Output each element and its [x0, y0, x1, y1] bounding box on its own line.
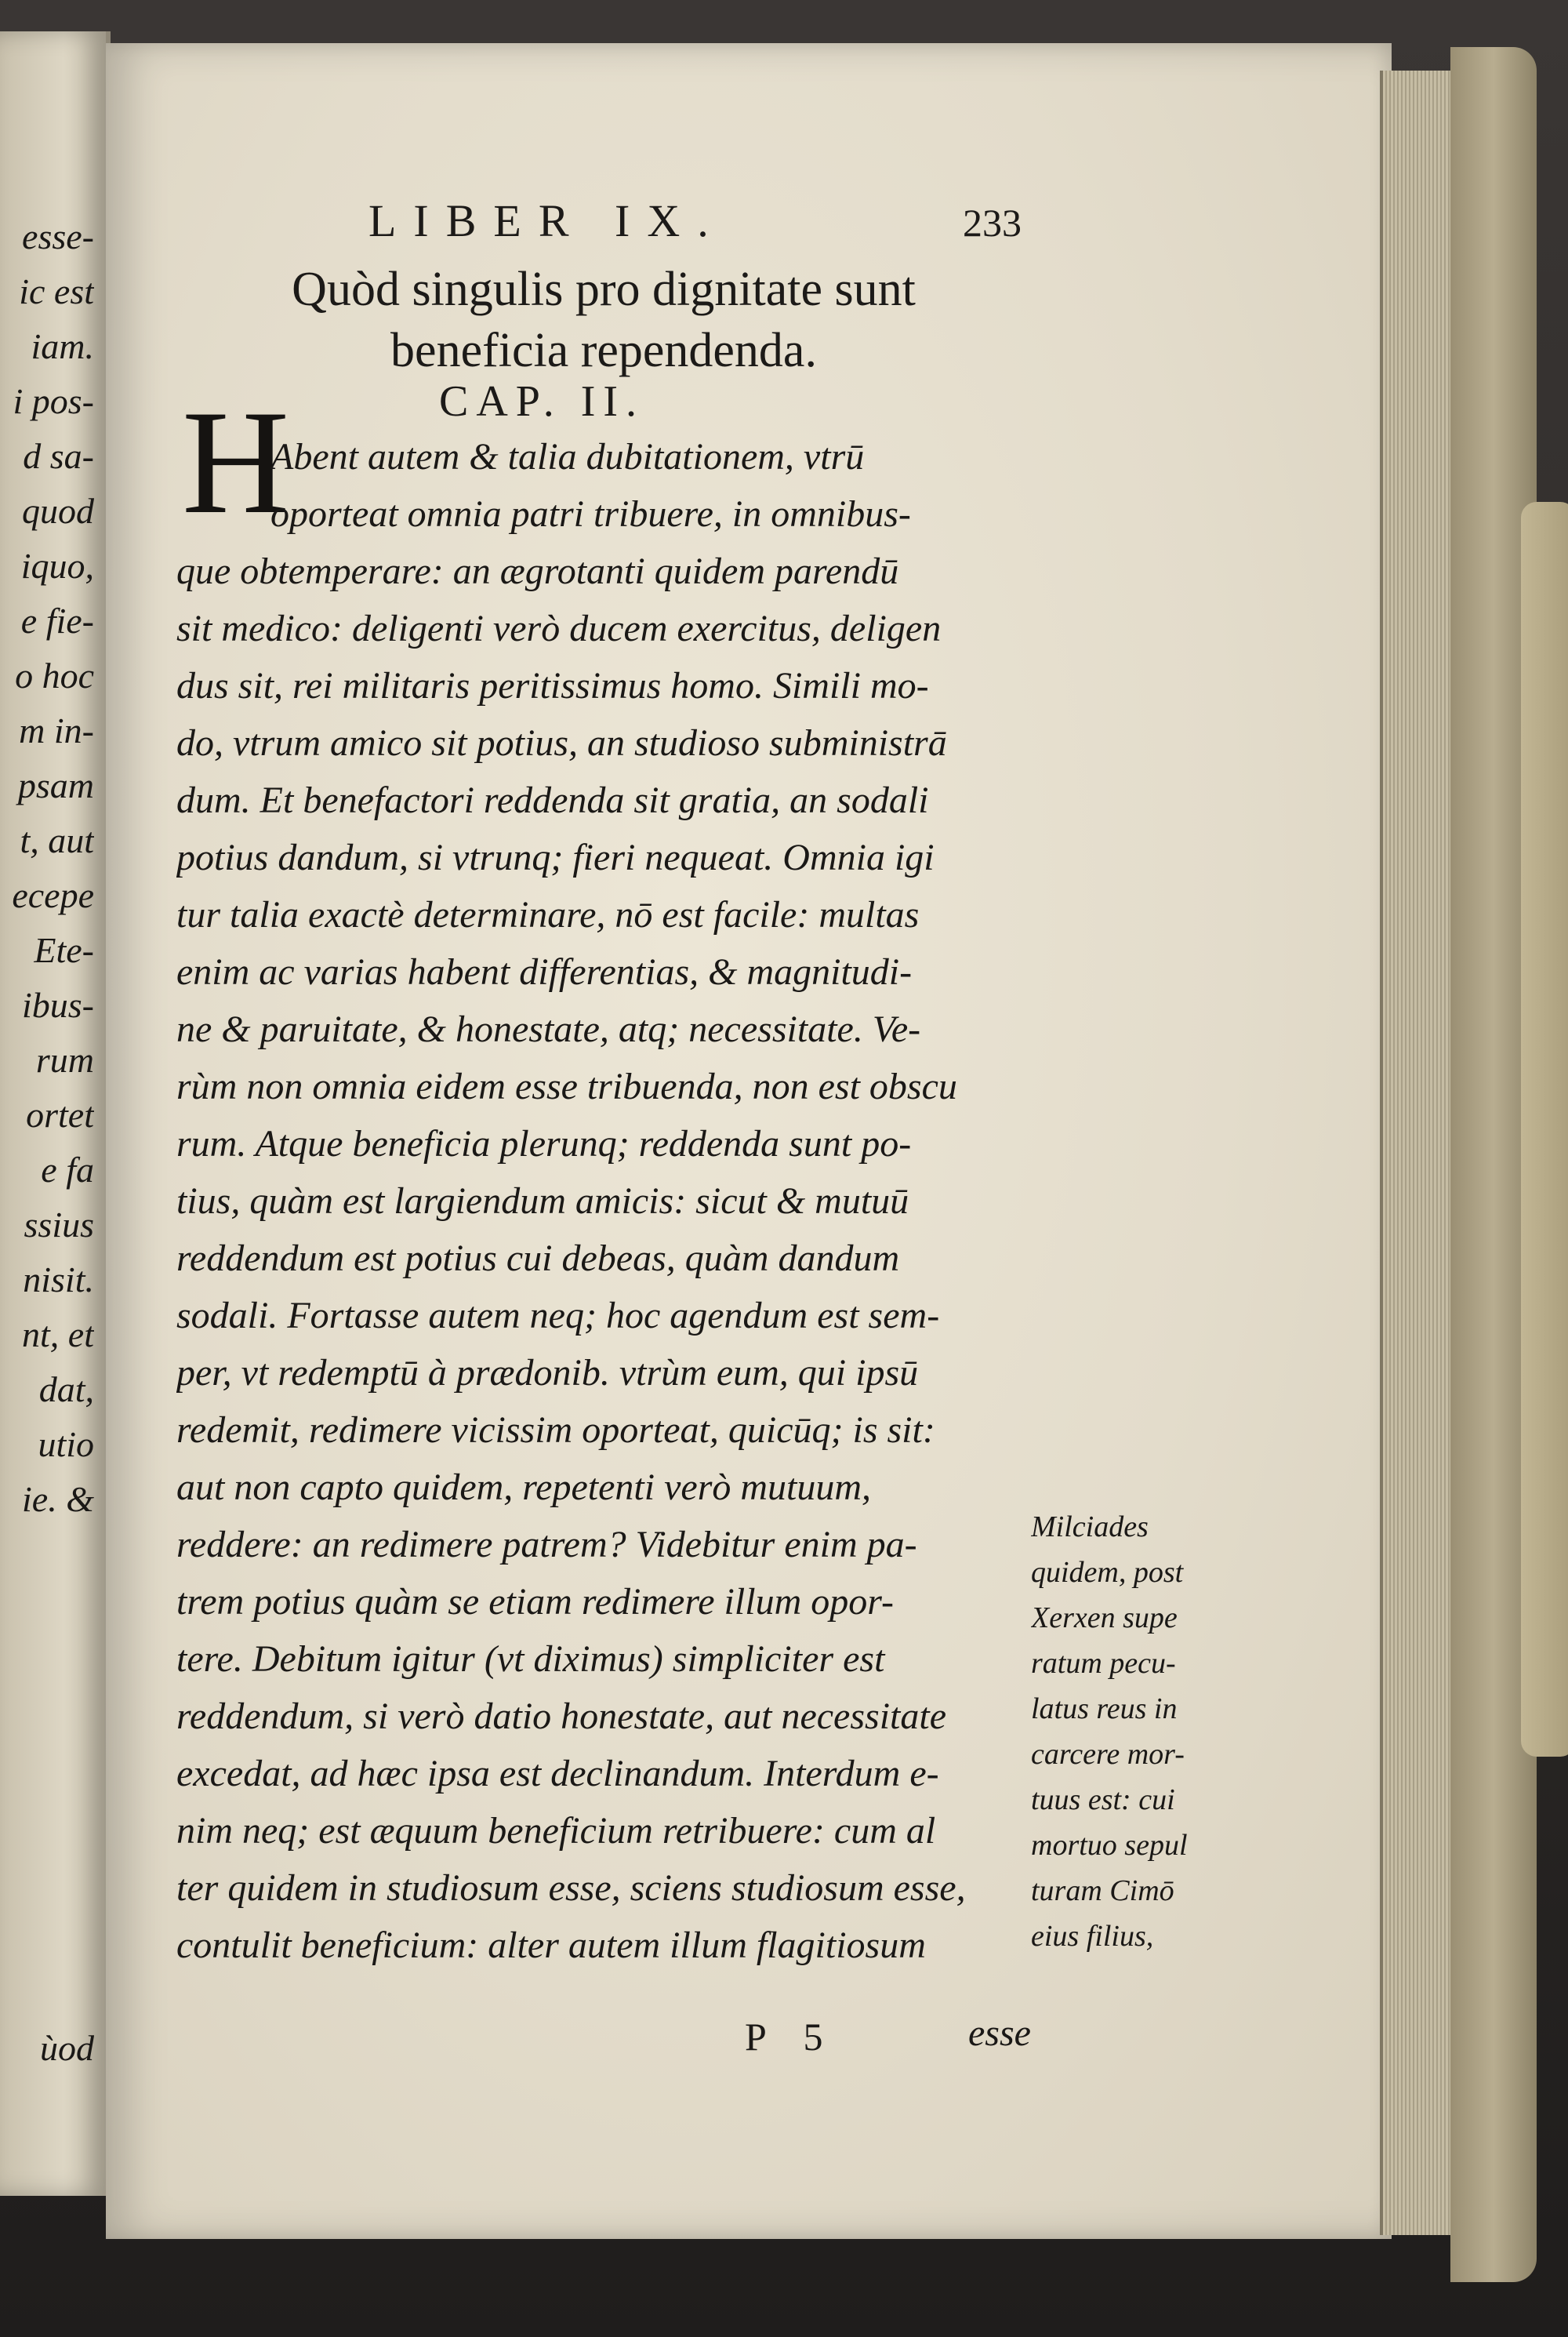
left-page-fragment: ie. &: [22, 1479, 94, 1519]
margin-note-line: Milciades: [1031, 1510, 1149, 1543]
margin-note-line: mortuo sepul: [1031, 1829, 1188, 1862]
text-line: contulit beneficium: alter autem illum flagitiosum: [176, 1924, 926, 1966]
margin-note-line: ratum pecu-: [1031, 1647, 1176, 1680]
text-line: tius, quàm est largiendum amicis: sicut & mutuū: [176, 1180, 909, 1222]
text-line: tur talia exactè determinare, nō est facile: multas: [176, 894, 920, 936]
text-line: trem potius quàm se etiam redimere illum opor-: [176, 1581, 894, 1623]
left-page-fragment: iquo,: [20, 546, 94, 586]
text-line: que obtemperare: an ægrotanti quidem parendū: [176, 551, 899, 592]
left-page-fragment: ortet: [26, 1095, 94, 1135]
left-page-fragment: ùod: [40, 2028, 94, 2068]
left-page-fragment: utio: [38, 1424, 94, 1464]
margin-note-line: turam Cimō: [1031, 1874, 1174, 1907]
text-line: oporteat omnia patri tribuere, in omnibus-: [270, 493, 911, 535]
text-line: redemit, redimere vicissim oporteat, quicūq; is sit:: [176, 1409, 935, 1451]
text-line: reddendum est potius cui debeas, quàm dandum: [176, 1238, 900, 1279]
left-page-fragment: m in-: [19, 711, 94, 751]
signature-mark: P 5: [745, 2015, 837, 2059]
left-page-fragment: Ete-: [34, 930, 94, 970]
chapter-title-line: Quòd singulis pro dignitate sunt: [292, 263, 916, 316]
margin-note-line: tuus est: cui: [1031, 1783, 1175, 1816]
left-page-fragment: ssius: [24, 1205, 94, 1245]
left-page-fragment: d sa-: [23, 436, 94, 476]
text-line: aut non capto quidem, repetenti verò mutuum,: [176, 1467, 872, 1508]
left-page-fragment: i pos-: [13, 381, 94, 421]
margin-note-line: eius filius,: [1031, 1920, 1154, 1953]
text-line: ne & paruitate, & honestate, atq; necessitate. Ve-: [176, 1009, 921, 1050]
text-line: per, vt redemptū à prædonib. vtrùm eum, qui ipsū: [176, 1352, 919, 1394]
cover-strap: [1521, 502, 1568, 1757]
text-line: reddendum, si verò datio honestate, aut necessitate: [176, 1696, 947, 1737]
left-page-fragment: t, aut: [20, 820, 94, 860]
left-page-fragment: e fa: [41, 1150, 94, 1190]
text-line: rum. Atque beneficia plerunq; reddenda sunt po-: [176, 1123, 912, 1165]
page-number: 233: [963, 201, 1022, 245]
text-line: Abent autem & talia dubitationem, vtrū: [270, 436, 865, 478]
left-page-fragment: dat,: [38, 1369, 94, 1409]
text-line: sit medico: deligenti verò ducem exercitus, deligen: [176, 608, 942, 649]
chapter-number: CAP. II.: [439, 377, 645, 426]
drop-cap: H: [182, 380, 290, 545]
text-line: sodali. Fortasse autem neq; hoc agendum est sem-: [176, 1295, 940, 1336]
text-line: do, vtrum amico sit potius, an studioso subministrā: [176, 722, 947, 764]
chapter-title: [251, 259, 956, 381]
text-line: tere. Debitum igitur (vt diximus) simpliciter est: [176, 1638, 885, 1680]
text-line: potius dandum, si vtrunq; fieri nequeat. Omnia igi: [176, 837, 935, 878]
text-line: dus sit, rei militaris peritissimus homo. Simili mo-: [176, 665, 929, 707]
left-page-fragment: ic est: [19, 271, 94, 311]
text-line: excedat, ad hæc ipsa est declinandum. Interdum e-: [176, 1753, 939, 1794]
text-line: nim neq; est æquum beneficium retribuere: cum al: [176, 1810, 936, 1852]
left-page-fragment: rum: [35, 1040, 94, 1080]
left-page-fragment: o hoc: [15, 656, 94, 696]
running-head: LIBER IX.: [368, 195, 726, 246]
catchword: esse: [968, 2012, 1031, 2054]
margin-note-line: quidem, post: [1031, 1556, 1184, 1589]
left-page-fragment: nt, et: [22, 1314, 94, 1354]
margin-note-line: Xerxen supe: [1031, 1601, 1178, 1634]
left-page-fragment: quod: [22, 491, 94, 531]
left-page-fragment: nisit.: [23, 1259, 94, 1299]
text-line: dum. Et benefactori reddenda sit gratia, an sodali: [176, 780, 929, 821]
left-page-fragment: ibus-: [22, 985, 94, 1025]
text-line: ter quidem in studiosum esse, sciens studiosum esse,: [176, 1867, 966, 1909]
page-edges: [1380, 71, 1454, 2235]
margin-note-line: carcere mor-: [1031, 1738, 1185, 1771]
left-page-fragment: iam.: [31, 326, 94, 366]
text-line: rùm non omnia eidem esse tribuenda, non est obscu: [176, 1066, 957, 1107]
chapter-title-line: beneficia rependenda.: [390, 324, 817, 377]
text-line: reddere: an redimere patrem? Videbitur enim pa-: [176, 1524, 917, 1565]
left-page-fragment: esse-: [22, 216, 94, 256]
margin-note-line: latus reus in: [1031, 1692, 1178, 1725]
text-line: enim ac varias habent differentias, & magnitudi-: [176, 951, 913, 993]
left-page-fragment: ecepe: [12, 875, 94, 915]
left-page-fragment: psam: [17, 765, 94, 805]
left-page-fragment: e fie-: [20, 601, 94, 641]
left-page: [0, 31, 111, 2196]
